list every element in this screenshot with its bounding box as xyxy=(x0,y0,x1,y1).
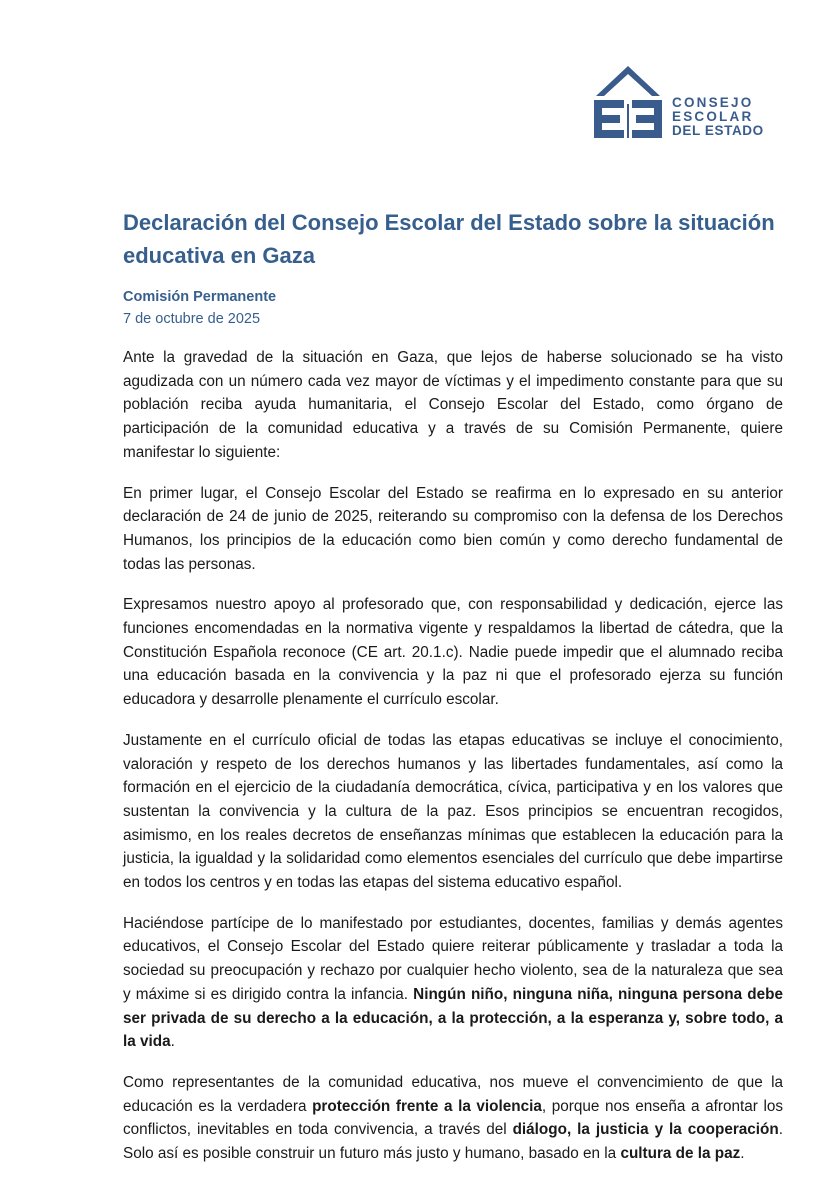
paragraph-5-end: . xyxy=(170,1033,175,1051)
paragraph-4: Justamente en el currículo oficial de todas las etapas educativas se incluye el conocimiento, valoración y respeto de los derechos humanos y las libertades fundamentales, así como la formación en el ejercicio de la ciudadanía democrática, cívica, participativa y en los valores que sustentan la convivencia y la cultura de la paz. Esos principios se encuentran recogidos, asimismo, en los reales decretos de enseñanzas mínimas que establecen la educación para la justicia, la igualdad y la solidaridad como elementos esenciales del currículo que debe impartirse en todos los centros y en todas las etapas del sistema educativo español. xyxy=(123,731,783,892)
document-date: 7 de octubre de 2025 xyxy=(123,311,261,327)
paragraph-5-emphasis: Ningún niño, ninguna niña, ninguna persona debe ser privada de su derecho a la educación, a la protección, a la esperanza y, sobre todo, a la vida xyxy=(123,985,783,1051)
paragraph-6-d: . Solo así es posible construir un futuro más justo y humano, basado en la xyxy=(123,1121,783,1163)
logo-line-2: ESCOLAR xyxy=(672,109,754,124)
paragraph-6 xyxy=(123,1071,783,1166)
paragraph-6-emphasis-2: diálogo, la justicia y la cooperación xyxy=(512,1121,779,1139)
paragraph-6-a: Como representantes de la comunidad educativa, nos mueve el convencimiento de que la educación es la verdadera xyxy=(123,1073,783,1115)
paragraph-3: Expresamos nuestro apoyo al profesorado que, con responsabilidad y dedicación, ejerce las funciones encomendadas en la normativa vigente y respaldamos la libertad de cátedra, que la Constitución Española reconoce (CE art. 20.1.c). Nadie puede impedir que el alumnado reciba una educación basada en la convivencia y la paz ni que el profesorado ejerza su función educadora y desarrolle plenamente el currículo escolar. xyxy=(123,596,783,709)
paragraph-6-emphasis-3: cultura de la paz xyxy=(620,1145,741,1163)
paragraph-5 xyxy=(123,912,783,1054)
consejo-escolar-logo xyxy=(592,64,792,144)
document-body xyxy=(123,346,783,1183)
logo-line-3: DEL ESTADO xyxy=(672,123,764,138)
document-title: Declaración del Consejo Escolar del Estado sobre la situación educativa en Gaza xyxy=(123,210,775,268)
paragraph-2: En primer lugar, el Consejo Escolar del Estado se reafirma en lo expresado en su anterior declaración de 24 de junio de 2025, reiterando su compromiso con la defensa de los Derechos Humanos, los principios de la educación como bien común y como derecho fundamental de todas las personas. xyxy=(123,484,783,573)
logo-wordmark xyxy=(672,96,764,138)
paragraph-6-c: , porque nos enseña a afrontar los conflictos, inevitables en toda convivencia, a través del xyxy=(123,1097,783,1139)
ce-emblem-icon xyxy=(592,64,672,144)
paragraph-6-e: . xyxy=(740,1145,745,1163)
commission-name: Comisión Permanente xyxy=(123,289,277,305)
paragraph-6-emphasis-1: protección frente a la violencia xyxy=(312,1097,542,1115)
paragraph-1: Ante la gravedad de la situación en Gaza, que lejos de haberse solucionado se ha visto agudizada con un número cada vez mayor de víctimas y el impedimento constante para que su población reciba ayuda humanitaria, el Consejo Escolar del Estado, como órgano de participación de la comunidad educativa y a través de su Comisión Permanente, quiere manifestar lo siguiente: xyxy=(123,349,783,461)
paragraph-5-text: Haciéndose partícipe de lo manifestado por estudiantes, docentes, familias y demás agentes educativos, el Consejo Escolar del Estado quiere reiterar públicamente y trasladar a toda la sociedad su preocupación y rechazo por cualquier hecho violento, sea de la naturaleza que sea y máxime si es dirigido contra la infancia. xyxy=(123,914,783,1003)
logo-line-1: CONSEJO xyxy=(672,95,754,110)
